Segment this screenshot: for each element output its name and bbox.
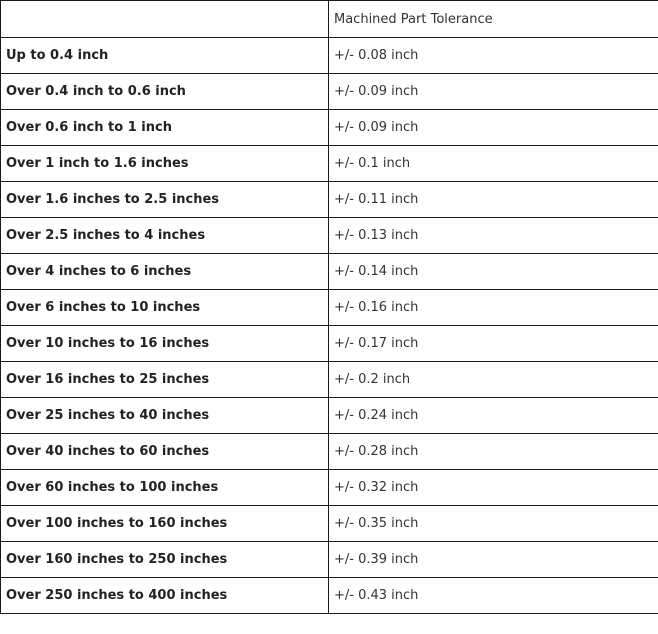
table-header-row (1, 1, 658, 38)
tolerance-cell: +/- 0.35 inch (329, 506, 658, 542)
range-cell: Over 40 inches to 60 inches (1, 434, 329, 470)
header-cell-tolerance: Machined Part Tolerance (329, 1, 658, 38)
table-row (1, 398, 658, 434)
table-row (1, 362, 658, 398)
tolerance-cell: +/- 0.28 inch (329, 434, 658, 470)
table-row (1, 38, 658, 74)
table-row (1, 110, 658, 146)
range-cell: Over 6 inches to 10 inches (1, 290, 329, 326)
range-cell: Over 1.6 inches to 2.5 inches (1, 182, 329, 218)
table-row (1, 182, 658, 218)
tolerance-cell: +/- 0.16 inch (329, 290, 658, 326)
range-cell: Over 250 inches to 400 inches (1, 578, 329, 614)
tolerance-cell: +/- 0.1 inch (329, 146, 658, 182)
range-cell: Over 0.4 inch to 0.6 inch (1, 74, 329, 110)
tolerance-cell: +/- 0.11 inch (329, 182, 658, 218)
table-row (1, 290, 658, 326)
range-cell: Over 160 inches to 250 inches (1, 542, 329, 578)
table-row (1, 218, 658, 254)
table-row (1, 434, 658, 470)
table-row (1, 506, 658, 542)
table-row (1, 542, 658, 578)
tolerance-cell: +/- 0.13 inch (329, 218, 658, 254)
range-cell: Over 60 inches to 100 inches (1, 470, 329, 506)
range-cell: Over 10 inches to 16 inches (1, 326, 329, 362)
table-row (1, 578, 658, 614)
range-cell: Over 4 inches to 6 inches (1, 254, 329, 290)
tolerance-table-body (1, 1, 658, 614)
table-row (1, 146, 658, 182)
tolerance-cell: +/- 0.24 inch (329, 398, 658, 434)
range-cell: Up to 0.4 inch (1, 38, 329, 74)
table-row (1, 470, 658, 506)
range-cell: Over 0.6 inch to 1 inch (1, 110, 329, 146)
range-cell: Over 2.5 inches to 4 inches (1, 218, 329, 254)
tolerance-cell: +/- 0.08 inch (329, 38, 658, 74)
tolerance-cell: +/- 0.2 inch (329, 362, 658, 398)
range-cell: Over 16 inches to 25 inches (1, 362, 329, 398)
tolerance-cell: +/- 0.14 inch (329, 254, 658, 290)
table-row (1, 74, 658, 110)
header-cell-range (1, 1, 329, 38)
tolerance-cell: +/- 0.09 inch (329, 110, 658, 146)
tolerance-cell: +/- 0.17 inch (329, 326, 658, 362)
tolerance-cell: +/- 0.43 inch (329, 578, 658, 614)
table-row (1, 254, 658, 290)
table-row (1, 326, 658, 362)
range-cell: Over 25 inches to 40 inches (1, 398, 329, 434)
range-cell: Over 100 inches to 160 inches (1, 506, 329, 542)
range-cell: Over 1 inch to 1.6 inches (1, 146, 329, 182)
tolerance-cell: +/- 0.39 inch (329, 542, 658, 578)
tolerance-cell: +/- 0.32 inch (329, 470, 658, 506)
tolerance-cell: +/- 0.09 inch (329, 74, 658, 110)
